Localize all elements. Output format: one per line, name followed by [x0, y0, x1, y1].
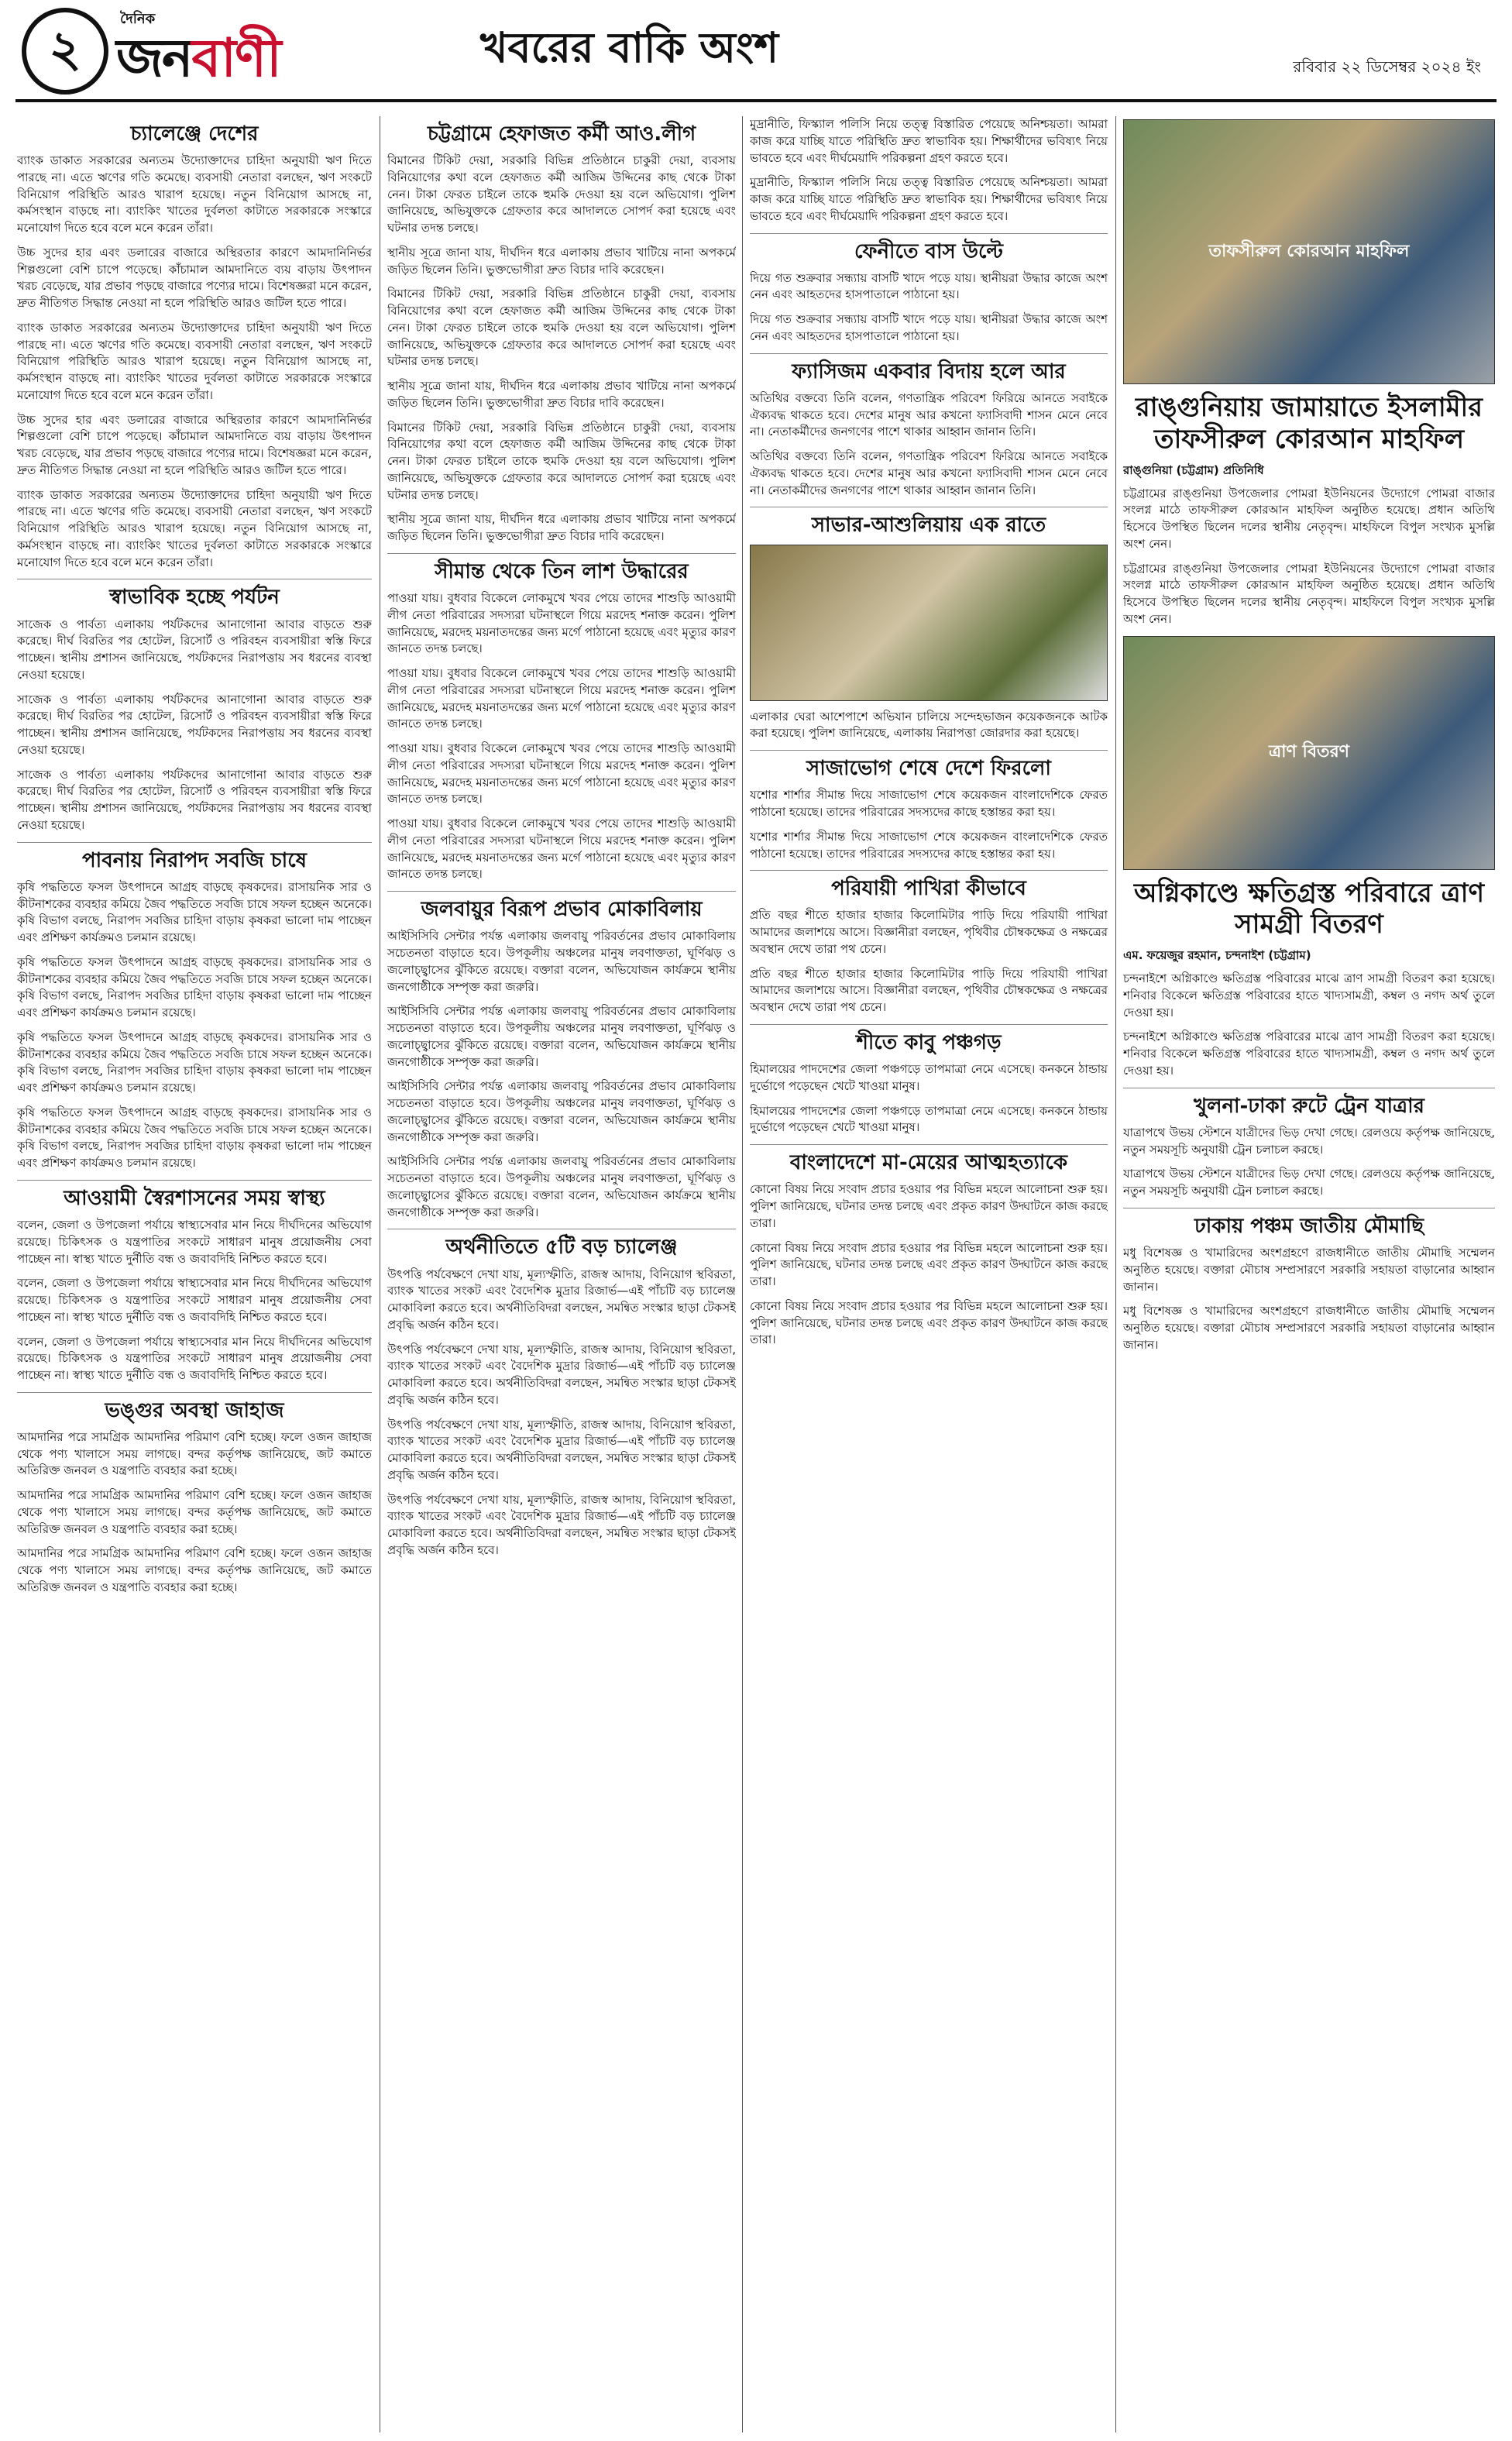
- article-body: পাওয়া যায়। বুধবার বিকেলে লোকমুখে খবর পেয়ে তাদের শাশুড়ি আওয়ামী লীগ নেতা পরিবারের সদস্যরা ঘটনাস্থলে গিয়ে মরদেহ শনাক্ত করেন। পুলিশ জানিয়েছে, মরদেহ ময়নাতদন্তের জন্য মর্গে পাঠানো হয়েছে এবং মৃত্যুর কারণ জানতে তদন্ত চলছে।: [387, 741, 736, 806]
- divider: [17, 842, 372, 843]
- article-body: দিয়ে গত শুক্রবার সন্ধ্যায় বাসটি খাদে পড়ে যায়। স্থানীয়রা উদ্ধার কাজে অংশ নেন এবং আহতদের হাসপাতালে পাঠানো হয়।: [750, 312, 1108, 343]
- divider: [750, 233, 1108, 234]
- article-body: স্থানীয় সূত্রে জানা যায়, দীর্ঘদিন ধরে এলাকায় প্রভাব খাটিয়ে নানা অপকর্মে জড়িত ছিলেন তিনি। ভুক্তভোগীরা দ্রুত বিচার দাবি করেছেন।: [387, 379, 736, 410]
- article-body: হিমালয়ের পাদদেশের জেলা পঞ্চগড়ে তাপমাত্রা নেমে এসেছে। কনকনে ঠান্ডায় দুর্ভোগে পড়েছেন খেটে খাওয়া মানুষ।: [750, 1103, 1108, 1135]
- article-body: আমদানির পরে সামগ্রিক আমদানির পরিমাণ বেশি হচ্ছে। ফলে ওজন জাহাজ থেকে পণ্য খালাসে সময় লাগছে। বন্দর কর্তৃপক্ষ জানিয়েছে, জট কমাতে অতিরিক্ত জনবল ও যন্ত্রপাতি ব্যবহার করা হচ্ছে।: [17, 1429, 372, 1478]
- article-body: উৎপত্তি পর্যবেক্ষণে দেখা যায়, মূল্যস্ফীতি, রাজস্ব আদায়, বিনিয়োগ স্থবিরতা, ব্যাংক খাতের সংকট এবং বৈদেশিক মুদ্রার রিজার্ভ—এই পাঁচটি বড় চ্যালেঞ্জ মোকাবিলা করতে হবে। অর্থনীতিবিদরা বলছেন, সমন্বিত সংস্কার ছাড়া টেকসই প্রবৃদ্ধি অর্জন কঠিন হবে।: [387, 1342, 736, 1407]
- divider: [750, 353, 1108, 354]
- article-body: বিমানের টিকিট দেয়া, সরকারি বিভিন্ন প্রতিষ্ঠানে চাকুরী দেয়া, ব্যবসায় বিনিয়োগের কথা বলে হেফাজত কর্মী আজিম উদ্দিনের কাছ থেকে টাকা নেন। টাকা ফেরত চাইলে তাকে হুমকি দেওয়া হয় বলে অভিযোগ। পুলিশ জানিয়েছে, অভিযুক্তকে গ্রেফতার করে আদালতে সোপর্দ করা হয়েছে এবং ঘটনার তদন্ত চলছে।: [387, 420, 736, 502]
- headline[interactable]: রাঙ্গুনিয়ায় জামায়াতে ইসলামীর তাফসীরুল কোরআন মাহফিল: [1136, 392, 1483, 455]
- article-body: উৎপত্তি পর্যবেক্ষণে দেখা যায়, মূল্যস্ফীতি, রাজস্ব আদায়, বিনিয়োগ স্থবিরতা, ব্যাংক খাতের সংকট এবং বৈদেশিক মুদ্রার রিজার্ভ—এই পাঁচটি বড় চ্যালেঞ্জ মোকাবিলা করতে হবে। অর্থনীতিবিদরা বলছেন, সমন্বিত সংস্কার ছাড়া টেকসই প্রবৃদ্ধি অর্জন কঠিন হবে।: [387, 1492, 736, 1557]
- divider: [750, 1144, 1108, 1145]
- article-body: সাজেক ও পার্বত্য এলাকায় পর্যটকদের আনাগোনা আবার বাড়তে শুরু করেছে। দীর্ঘ বিরতির পর হোটেল, রিসোর্ট ও পরিবহন ব্যবসায়ীরা স্বস্তি ফিরে পাচ্ছেন। স্থানীয় প্রশাসন জানিয়েছে, পর্যটকদের নিরাপত্তায় সব ধরনের ব্যবস্থা নেওয়া হয়েছে।: [17, 767, 372, 832]
- article-body: কৃষি পদ্ধতিতে ফসল উৎপাদনে আগ্রহ বাড়ছে কৃষকদের। রাসায়নিক সার ও কীটনাশকের ব্যবহার কমিয়ে জৈব পদ্ধতিতে সবজি চাষে সফল হচ্ছেন অনেকে। কৃষি বিভাগ বলছে, নিরাপদ সবজির চাহিদা বাড়ায় কৃষকরা ভালো দাম পাচ্ছেন এবং প্রশিক্ষণ কার্যক্রমও চলমান রয়েছে।: [17, 1105, 372, 1171]
- article-body: স্থানীয় সূত্রে জানা যায়, দীর্ঘদিন ধরে এলাকায় প্রভাব খাটিয়ে নানা অপকর্মে জড়িত ছিলেন তিনি। ভুক্তভোগীরা দ্রুত বিচার দাবি করেছেন।: [387, 512, 736, 544]
- column-3: [750, 116, 1108, 2432]
- relief-photo[interactable]: [1123, 636, 1495, 870]
- divider: [387, 891, 736, 892]
- article-body: ব্যাংক ডাকাত সরকারের অন্যতম উদ্যোক্তাদের চাহিদা অনুযায়ী ঋণ দিতে পারছে না। এতে ঋণের গতি কমেছে। ব্যবসায়ী নেতারা বলছেন, ঋণ সংকটে বিনিয়োগ পরিস্থিতি আরও খারাপ হয়েছে। নতুন বিনিয়োগ আসছে না, কর্মসংস্থান বাড়ছে না। ব্যাংকিং খাতের দুর্বলতা কাটাতে সরকারকে সংস্কারে মনোযোগ দিতে হবে বলে মনে করেন তাঁরা।: [17, 487, 372, 569]
- divider: [750, 1024, 1108, 1025]
- mahfil-photo[interactable]: [1123, 119, 1495, 384]
- photo-caption: ত্রাণ বিতরণ: [1269, 742, 1349, 762]
- article-body: পাওয়া যায়। বুধবার বিকেলে লোকমুখে খবর পেয়ে তাদের শাশুড়ি আওয়ামী লীগ নেতা পরিবারের সদস্যরা ঘটনাস্থলে গিয়ে মরদেহ শনাক্ত করেন। পুলিশ জানিয়েছে, মরদেহ ময়নাতদন্তের জন্য মর্গে পাঠানো হয়েছে এবং মৃত্যুর কারণ জানতে তদন্ত চলছে।: [387, 817, 736, 882]
- paper-small-label: দৈনিক: [120, 11, 156, 27]
- article-body: পাওয়া যায়। বুধবার বিকেলে লোকমুখে খবর পেয়ে তাদের শাশুড়ি আওয়ামী লীগ নেতা পরিবারের সদস্যরা ঘটনাস্থলে গিয়ে মরদেহ শনাক্ত করেন। পুলিশ জানিয়েছে, মরদেহ ময়নাতদন্তের জন্য মর্গে পাঠানো হয়েছে এবং মৃত্যুর কারণ জানতে তদন্ত চলছে।: [387, 666, 736, 731]
- headline[interactable]: স্বাভাবিক হচ্ছে পর্যটন: [109, 586, 280, 610]
- headline[interactable]: ফেনীতে বাস উল্টে: [854, 239, 1004, 263]
- divider: [750, 750, 1108, 751]
- article-body: বলেন, জেলা ও উপজেলা পর্যায়ে স্বাস্থ্যসেবার মান নিয়ে দীর্ঘদিনের অভিযোগ রয়েছে। চিকিৎসক ও যন্ত্রপাতির সংকটে সাধারণ মানুষ প্রয়োজনীয় সেবা পাচ্ছেন না। স্বাস্থ্য খাতে দুর্নীতি বন্ধ ও জবাবদিহি নিশ্চিত করতে হবে।: [17, 1218, 372, 1266]
- article-body: ব্যাংক ডাকাত সরকারের অন্যতম উদ্যোক্তাদের চাহিদা অনুযায়ী ঋণ দিতে পারছে না। এতে ঋণের গতি কমেছে। ব্যবসায়ী নেতারা বলছেন, ঋণ সংকটে বিনিয়োগ পরিস্থিতি আরও খারাপ হয়েছে। নতুন বিনিয়োগ আসছে না, কর্মসংস্থান বাড়ছে না। ব্যাংকিং খাতের দুর্বলতা কাটাতে সরকারকে সংস্কারে মনোযোগ দিতে হবে বলে মনে করেন তাঁরা।: [17, 153, 372, 236]
- article-body: আইসিসিবি সেন্টার পর্যন্ত এলাকায় জলবায়ু পরিবর্তনের প্রভাব মোকাবিলায় সচেতনতা বাড়াতে হবে। উপকূলীয় অঞ্চলের মানুষ লবণাক্ততা, ঘূর্ণিঝড় ও জলোচ্ছ্বাসের ঝুঁকিতে রয়েছে। বক্তারা বলেন, অভিযোজন কার্যক্রমে স্থানীয় জনগোষ্ঠীকে সম্পৃক্ত করা জরুরি।: [387, 929, 736, 994]
- paper-logo[interactable]: [116, 17, 280, 105]
- news-photo[interactable]: [750, 545, 1108, 701]
- article-body: আমদানির পরে সামগ্রিক আমদানির পরিমাণ বেশি হচ্ছে। ফলে ওজন জাহাজ থেকে পণ্য খালাসে সময় লাগছে। বন্দর কর্তৃপক্ষ জানিয়েছে, জট কমাতে অতিরিক্ত জনবল ও যন্ত্রপাতি ব্যবহার করা হচ্ছে।: [17, 1546, 372, 1594]
- divider: [387, 553, 736, 554]
- headline[interactable]: ফ্যাসিজম একবার বিদায় হলে আর: [792, 359, 1066, 383]
- byline: রাঙ্গুনিয়া (চট্টগ্রাম) প্রতিনিধি: [1123, 462, 1264, 477]
- divider: [17, 1180, 372, 1181]
- article-body: আমদানির পরে সামগ্রিক আমদানির পরিমাণ বেশি হচ্ছে। ফলে ওজন জাহাজ থেকে পণ্য খালাসে সময় লাগছে। বন্দর কর্তৃপক্ষ জানিয়েছে, জট কমাতে অতিরিক্ত জনবল ও যন্ত্রপাতি ব্যবহার করা হচ্ছে।: [17, 1488, 372, 1536]
- article-body: কোনো বিষয় নিয়ে সংবাদ প্রচার হওয়ার পর বিভিন্ন মহলে আলোচনা শুরু হয়। পুলিশ জানিয়েছে, ঘটনার তদন্ত চলছে এবং প্রকৃত কারণ উদ্ঘাটনে কাজ করছে তারা।: [750, 1240, 1108, 1289]
- column-2: [387, 116, 736, 2432]
- article-body: আইসিসিবি সেন্টার পর্যন্ত এলাকায় জলবায়ু পরিবর্তনের প্রভাব মোকাবিলায় সচেতনতা বাড়াতে হবে। উপকূলীয় অঞ্চলের মানুষ লবণাক্ততা, ঘূর্ণিঝড় ও জলোচ্ছ্বাসের ঝুঁকিতে রয়েছে। বক্তারা বলেন, অভিযোজন কার্যক্রমে স্থানীয় জনগোষ্ঠীকে সম্পৃক্ত করা জরুরি।: [387, 1079, 736, 1144]
- divider: [17, 1392, 372, 1393]
- article-body: বলেন, জেলা ও উপজেলা পর্যায়ে স্বাস্থ্যসেবার মান নিয়ে দীর্ঘদিনের অভিযোগ রয়েছে। চিকিৎসক ও যন্ত্রপাতির সংকটে সাধারণ মানুষ প্রয়োজনীয় সেবা পাচ্ছেন না। স্বাস্থ্য খাতে দুর্নীতি বন্ধ ও জবাবদিহি নিশ্চিত করতে হবে।: [17, 1334, 372, 1382]
- article-body: যশোর শার্শার সীমান্ত দিয়ে সাজাভোগ শেষে কয়েকজন বাংলাদেশিকে ফেরত পাঠানো হয়েছে। তাদের পরিবারের সদস্যদের কাছে হস্তান্তর করা হয়।: [750, 788, 1108, 819]
- article-body: দিয়ে গত শুক্রবার সন্ধ্যায় বাসটি খাদে পড়ে যায়। স্থানীয়রা উদ্ধার কাজে অংশ নেন এবং আহতদের হাসপাতালে পাঠানো হয়।: [750, 270, 1108, 302]
- column-4: [1123, 116, 1495, 2432]
- headline[interactable]: শীতে কাবু পঞ্চগড়: [856, 1030, 1002, 1054]
- headline[interactable]: পরিযায়ী পাখিরা কীভাবে: [831, 877, 1026, 901]
- article-body: কৃষি পদ্ধতিতে ফসল উৎপাদনে আগ্রহ বাড়ছে কৃষকদের। রাসায়নিক সার ও কীটনাশকের ব্যবহার কমিয়ে জৈব পদ্ধতিতে সবজি চাষে সফল হচ্ছেন অনেকে। কৃষি বিভাগ বলছে, নিরাপদ সবজির চাহিদা বাড়ায় কৃষকরা ভালো দাম পাচ্ছেন এবং প্রশিক্ষণ কার্যক্রমও চলমান রয়েছে।: [17, 954, 372, 1020]
- article-body: স্থানীয় সূত্রে জানা যায়, দীর্ঘদিন ধরে এলাকায় প্রভাব খাটিয়ে নানা অপকর্মে জড়িত ছিলেন তিনি। ভুক্তভোগীরা দ্রুত বিচার দাবি করেছেন।: [387, 245, 736, 277]
- article-body: কোনো বিষয় নিয়ে সংবাদ প্রচার হওয়ার পর বিভিন্ন মহলে আলোচনা শুরু হয়। পুলিশ জানিয়েছে, ঘটনার তদন্ত চলছে এবং প্রকৃত কারণ উদ্ঘাটনে কাজ করছে তারা।: [750, 1298, 1108, 1347]
- article-body: যশোর শার্শার সীমান্ত দিয়ে সাজাভোগ শেষে কয়েকজন বাংলাদেশিকে ফেরত পাঠানো হয়েছে। তাদের পরিবারের সদস্যদের কাছে হস্তান্তর করা হয়।: [750, 829, 1108, 861]
- article-body: চন্দনাইশে অগ্নিকাণ্ডে ক্ষতিগ্রস্ত পরিবারের মাঝে ত্রাণ সামগ্রী বিতরণ করা হয়েছে। শনিবার বিকেলে ক্ষতিগ্রস্ত পরিবারের হাতে খাদ্যসামগ্রী, কম্বল ও নগদ অর্থ তুলে দেওয়া হয়।: [1123, 1030, 1495, 1078]
- article-body: হিমালয়ের পাদদেশের জেলা পঞ্চগড়ে তাপমাত্রা নেমে এসেছে। কনকনে ঠান্ডায় দুর্ভোগে পড়েছেন খেটে খাওয়া মানুষ।: [750, 1062, 1108, 1093]
- headline[interactable]: খুলনা-ঢাকা রুটে ট্রেন যাত্রার: [1194, 1094, 1424, 1118]
- article-body: উৎপত্তি পর্যবেক্ষণে দেখা যায়, মূল্যস্ফীতি, রাজস্ব আদায়, বিনিয়োগ স্থবিরতা, ব্যাংক খাতের সংকট এবং বৈদেশিক মুদ্রার রিজার্ভ—এই পাঁচটি বড় চ্যালেঞ্জ মোকাবিলা করতে হবে। অর্থনীতিবিদরা বলছেন, সমন্বিত সংস্কার ছাড়া টেকসই প্রবৃদ্ধি অর্জন কঠিন হবে।: [387, 1267, 736, 1332]
- article-body: অতিথির বক্তব্যে তিনি বলেন, গণতান্ত্রিক পরিবেশ ফিরিয়ে আনতে সবাইকে ঐক্যবদ্ধ থাকতে হবে। দেশের মানুষ আর কখনো ফ্যাসিবাদী শাসন মেনে নেবে না। নেতাকর্মীদের জনগণের পাশে থাকার আহ্বান জানান তিনি।: [750, 449, 1108, 497]
- article-body: সাজেক ও পার্বত্য এলাকায় পর্যটকদের আনাগোনা আবার বাড়তে শুরু করেছে। দীর্ঘ বিরতির পর হোটেল, রিসোর্ট ও পরিবহন ব্যবসায়ীরা স্বস্তি ফিরে পাচ্ছেন। স্থানীয় প্রশাসন জানিয়েছে, পর্যটকদের নিরাপত্তায় সব ধরনের ব্যবস্থা নেওয়া হয়েছে।: [17, 617, 372, 682]
- article-body: পাওয়া যায়। বুধবার বিকেলে লোকমুখে খবর পেয়ে তাদের শাশুড়ি আওয়ামী লীগ নেতা পরিবারের সদস্যরা ঘটনাস্থলে গিয়ে মরদেহ শনাক্ত করেন। পুলিশ জানিয়েছে, মরদেহ ময়নাতদন্তের জন্য মর্গে পাঠানো হয়েছে এবং মৃত্যুর কারণ জানতে তদন্ত চলছে।: [387, 591, 736, 656]
- article-body: বিমানের টিকিট দেয়া, সরকারি বিভিন্ন প্রতিষ্ঠানে চাকুরী দেয়া, ব্যবসায় বিনিয়োগের কথা বলে হেফাজত কর্মী আজিম উদ্দিনের কাছ থেকে টাকা নেন। টাকা ফেরত চাইলে তাকে হুমকি দেওয়া হয় বলে অভিযোগ। পুলিশ জানিয়েছে, অভিযুক্তকে গ্রেফতার করে আদালতে সোপর্দ করা হয়েছে এবং ঘটনার তদন্ত চলছে।: [387, 153, 736, 236]
- article-body: যাত্রাপথে উভয় স্টেশনে যাত্রীদের ভিড় দেখা গেছে। রেলওয়ে কর্তৃপক্ষ জানিয়েছে, নতুন সময়সূচি অনুযায়ী ট্রেন চলাচল করছে।: [1123, 1167, 1495, 1198]
- article-body: চট্টগ্রামের রাঙ্গুনিয়া উপজেলার পোমরা ইউনিয়নের উদ্যোগে পোমরা বাজার সংলগ্ন মাঠে তাফসীরুল কোরআন মাহফিল অনুষ্ঠিত হয়েছে। প্রধান অতিথি হিসেবে উপস্থিত ছিলেন দলের স্থানীয় নেতৃবৃন্দ। মাহফিলে বিপুল সংখ্যক মুসল্লি অংশ নেন।: [1123, 561, 1495, 626]
- article-body: আইসিসিবি সেন্টার পর্যন্ত এলাকায় জলবায়ু পরিবর্তনের প্রভাব মোকাবিলায় সচেতনতা বাড়াতে হবে। উপকূলীয় অঞ্চলের মানুষ লবণাক্ততা, ঘূর্ণিঝড় ও জলোচ্ছ্বাসের ঝুঁকিতে রয়েছে। বক্তারা বলেন, অভিযোজন কার্যক্রমে স্থানীয় জনগোষ্ঠীকে সম্পৃক্ত করা জরুরি।: [387, 1004, 736, 1069]
- article-body: কৃষি পদ্ধতিতে ফসল উৎপাদনে আগ্রহ বাড়ছে কৃষকদের। রাসায়নিক সার ও কীটনাশকের ব্যবহার কমিয়ে জৈব পদ্ধতিতে সবজি চাষে সফল হচ্ছেন অনেকে। কৃষি বিভাগ বলছে, নিরাপদ সবজির চাহিদা বাড়ায় কৃষকরা ভালো দাম পাচ্ছেন এবং প্রশিক্ষণ কার্যক্রমও চলমান রয়েছে।: [17, 879, 372, 945]
- byline: এম. ফয়েজুর রহমান, চন্দনাইশ (চট্টগ্রাম): [1123, 948, 1311, 963]
- article-body: মুদ্রানীতি, ফিস্ক্যাল পলিসি নিয়ে তত্ত্ব বিস্তারিত পেয়েছে অনিশ্চয়তা। আমরা কাজ করে যাচ্ছি যাতে পরিস্থিতি দ্রুত স্বাভাবিক হয়। শিক্ষার্থীদের ভবিষ্যৎ নিয়ে ভাবতে হবে এবং দীর্ঘমেয়াদি পরিকল্পনা গ্রহণ করতে হবে।: [750, 175, 1108, 223]
- paper-name-b: বাণী: [191, 28, 280, 89]
- paper-name-a: জন: [116, 28, 192, 89]
- article-body: ব্যাংক ডাকাত সরকারের অন্যতম উদ্যোক্তাদের চাহিদা অনুযায়ী ঋণ দিতে পারছে না। এতে ঋণের গতি কমেছে। ব্যবসায়ী নেতারা বলছেন, ঋণ সংকটে বিনিয়োগ পরিস্থিতি আরও খারাপ হয়েছে। নতুন বিনিয়োগ আসছে না, কর্মসংস্থান বাড়ছে না। ব্যাংকিং খাতের দুর্বলতা কাটাতে সরকারকে সংস্কারে মনোযোগ দিতে হবে বলে মনে করেন তাঁরা।: [17, 320, 372, 402]
- article-body: সাজেক ও পার্বত্য এলাকায় পর্যটকদের আনাগোনা আবার বাড়তে শুরু করেছে। দীর্ঘ বিরতির পর হোটেল, রিসোর্ট ও পরিবহন ব্যবসায়ীরা স্বস্তি ফিরে পাচ্ছেন। স্থানীয় প্রশাসন জানিয়েছে, পর্যটকদের নিরাপত্তায় সব ধরনের ব্যবস্থা নেওয়া হয়েছে।: [17, 692, 372, 757]
- issue-date: রবিবার ২২ ডিসেম্বর ২০২৪ ইং: [1293, 57, 1481, 76]
- headline[interactable]: জলবায়ুর বিরূপ প্রভাব মোকাবিলায়: [421, 898, 703, 922]
- headline[interactable]: বাংলাদেশে মা-মেয়ের আত্মহত্যাকে: [789, 1151, 1068, 1175]
- headline[interactable]: অর্থনীতিতে ৫টি বড় চ্যালেঞ্জ: [445, 1236, 678, 1260]
- headline[interactable]: চ্যালেঞ্জে দেশের: [130, 122, 259, 146]
- headline[interactable]: আওয়ামী স্বৈরশাসনের সময় স্বাস্থ্য: [64, 1186, 325, 1210]
- photo-caption: তাফসীরুল কোরআন মাহফিল: [1208, 241, 1410, 261]
- article-body: চট্টগ্রামের রাঙ্গুনিয়া উপজেলার পোমরা ইউনিয়নের উদ্যোগে পোমরা বাজার সংলগ্ন মাঠে তাফসীরুল কোরআন মাহফিল অনুষ্ঠিত হয়েছে। প্রধান অতিথি হিসেবে উপস্থিত ছিলেন দলের স্থানীয় নেতৃবৃন্দ। মাহফিলে বিপুল সংখ্যক মুসল্লি অংশ নেন।: [1123, 486, 1495, 551]
- headline[interactable]: ঢাকায় পঞ্চম জাতীয় মৌমাছি: [1194, 1214, 1424, 1238]
- headline[interactable]: ভঙ্গুর অবস্থা জাহাজ: [105, 1398, 284, 1422]
- article-body: প্রতি বছর শীতে হাজার হাজার কিলোমিটার পাড়ি দিয়ে পরিযায়ী পাখিরা আমাদের জলাশয়ে আসে। বিজ্ঞানীরা বলছেন, পৃথিবীর চৌম্বকক্ষেত্র ও নক্ষত্রের অবস্থান দেখে তারা পথ চেনে।: [750, 966, 1108, 1015]
- article-body: উচ্চ সুদের হার এবং ডলারের বাজারে অস্থিরতার কারণে আমদানিনির্ভর শিল্পগুলো বেশি চাপে পড়েছে। কাঁচামাল আমদানিতে ব্যয় বাড়ায় উৎপাদন খরচ বেড়েছে, যার প্রভাব পড়ছে বাজারে পণ্যের দামে। বিশেষজ্ঞরা মনে করেন, দ্রুত নীতিগত সিদ্ধান্ত নেওয়া না হলে পরিস্থিতি আরও জটিল হতে পারে।: [17, 412, 372, 477]
- article-body: চন্দনাইশে অগ্নিকাণ্ডে ক্ষতিগ্রস্ত পরিবারের মাঝে ত্রাণ সামগ্রী বিতরণ করা হয়েছে। শনিবার বিকেলে ক্ষতিগ্রস্ত পরিবারের হাতে খাদ্যসামগ্রী, কম্বল ও নগদ অর্থ তুলে দেওয়া হয়।: [1123, 971, 1495, 1019]
- headline[interactable]: সীমান্ত থেকে তিন লাশ উদ্ধারের: [435, 559, 689, 583]
- headline[interactable]: অগ্নিকাণ্ডে ক্ষতিগ্রস্ত পরিবারে ত্রাণ সামগ্রী বিতরণ: [1134, 877, 1484, 940]
- column-1: [17, 116, 372, 2432]
- article-body: উৎপত্তি পর্যবেক্ষণে দেখা যায়, মূল্যস্ফীতি, রাজস্ব আদায়, বিনিয়োগ স্থবিরতা, ব্যাংক খাতের সংকট এবং বৈদেশিক মুদ্রার রিজার্ভ—এই পাঁচটি বড় চ্যালেঞ্জ মোকাবিলা করতে হবে। অর্থনীতিবিদরা বলছেন, সমন্বিত সংস্কার ছাড়া টেকসই প্রবৃদ্ধি অর্জন কঠিন হবে।: [387, 1417, 736, 1482]
- header-rule: [15, 99, 1497, 102]
- article-body: আইসিসিবি সেন্টার পর্যন্ত এলাকায় জলবায়ু পরিবর্তনের প্রভাব মোকাবিলায় সচেতনতা বাড়াতে হবে। উপকূলীয় অঞ্চলের মানুষ লবণাক্ততা, ঘূর্ণিঝড় ও জলোচ্ছ্বাসের ঝুঁকিতে রয়েছে। বক্তারা বলেন, অভিযোজন কার্যক্রমে স্থানীয় জনগোষ্ঠীকে সম্পৃক্ত করা জরুরি।: [387, 1154, 736, 1219]
- article-body: মুদ্রানীতি, ফিস্ক্যাল পলিসি নিয়ে তত্ত্ব বিস্তারিত পেয়েছে অনিশ্চয়তা। আমরা কাজ করে যাচ্ছি যাতে পরিস্থিতি দ্রুত স্বাভাবিক হয়। শিক্ষার্থীদের ভবিষ্যৎ নিয়ে ভাবতে হবে এবং দীর্ঘমেয়াদি পরিকল্পনা গ্রহণ করতে হবে।: [750, 117, 1108, 165]
- article-body: কোনো বিষয় নিয়ে সংবাদ প্রচার হওয়ার পর বিভিন্ন মহলে আলোচনা শুরু হয়। পুলিশ জানিয়েছে, ঘটনার তদন্ত চলছে এবং প্রকৃত কারণ উদ্ঘাটনে কাজ করছে তারা।: [750, 1182, 1108, 1230]
- masthead: [0, 0, 1512, 93]
- article-body: অতিথির বক্তব্যে তিনি বলেন, গণতান্ত্রিক পরিবেশ ফিরিয়ে আনতে সবাইকে ঐক্যবদ্ধ থাকতে হবে। দেশের মানুষ আর কখনো ফ্যাসিবাদী শাসন মেনে নেবে না। নেতাকর্মীদের জনগণের পাশে থাকার আহ্বান জানান তিনি।: [750, 390, 1108, 439]
- headline[interactable]: চট্টগ্রামে হেফাজত কর্মী আও.লীগ: [427, 122, 696, 146]
- article-body: বিমানের টিকিট দেয়া, সরকারি বিভিন্ন প্রতিষ্ঠানে চাকুরী দেয়া, ব্যবসায় বিনিয়োগের কথা বলে হেফাজত কর্মী আজিম উদ্দিনের কাছ থেকে টাকা নেন। টাকা ফেরত চাইলে তাকে হুমকি দেওয়া হয় বলে অভিযোগ। পুলিশ জানিয়েছে, অভিযুক্তকে গ্রেফতার করে আদালতে সোপর্দ করা হয়েছে এবং ঘটনার তদন্ত চলছে।: [387, 287, 736, 369]
- article-body: মধু বিশেষজ্ঞ ও খামারিদের অংশগ্রহণে রাজধানীতে জাতীয় মৌমাছি সম্মেলন অনুষ্ঠিত হয়েছে। বক্তারা মৌচাষ সম্প্রসারণে সরকারি সহায়তা বাড়ানোর আহ্বান জানান।: [1123, 1246, 1495, 1294]
- headline[interactable]: পাবনায় নিরাপদ সবজি চাষে: [82, 848, 307, 872]
- article-body: মধু বিশেষজ্ঞ ও খামারিদের অংশগ্রহণে রাজধানীতে জাতীয় মৌমাছি সম্মেলন অনুষ্ঠিত হয়েছে। বক্তারা মৌচাষ সম্প্রসারণে সরকারি সহায়তা বাড়ানোর আহ্বান জানান।: [1123, 1304, 1495, 1352]
- headline[interactable]: সাভার-আশুলিয়ায় এক রাতে: [811, 514, 1046, 538]
- article-body: উচ্চ সুদের হার এবং ডলারের বাজারে অস্থিরতার কারণে আমদানিনির্ভর শিল্পগুলো বেশি চাপে পড়েছে। কাঁচামাল আমদানিতে ব্যয় বাড়ায় উৎপাদন খরচ বেড়েছে, যার প্রভাব পড়ছে বাজারে পণ্যের দামে। বিশেষজ্ঞরা মনে করেন, দ্রুত নীতিগত সিদ্ধান্ত নেওয়া না হলে পরিস্থিতি আরও জটিল হতে পারে।: [17, 245, 372, 311]
- page-number: ২: [22, 8, 108, 95]
- article-body: এলাকার ঘেরা আশেপাশে অভিযান চালিয়ে সন্দেহভাজন কয়েকজনকে আটক করা হয়েছে। পুলিশ জানিয়েছে, এলাকায় নিরাপত্তা জোরদার করা হয়েছে।: [750, 709, 1108, 741]
- article-body: প্রতি বছর শীতে হাজার হাজার কিলোমিটার পাড়ি দিয়ে পরিযায়ী পাখিরা আমাদের জলাশয়ে আসে। বিজ্ঞানীরা বলছেন, পৃথিবীর চৌম্বকক্ষেত্র ও নক্ষত্রের অবস্থান দেখে তারা পথ চেনে।: [750, 908, 1108, 956]
- article-body: বলেন, জেলা ও উপজেলা পর্যায়ে স্বাস্থ্যসেবার মান নিয়ে দীর্ঘদিনের অভিযোগ রয়েছে। চিকিৎসক ও যন্ত্রপাতির সংকটে সাধারণ মানুষ প্রয়োজনীয় সেবা পাচ্ছেন না। স্বাস্থ্য খাতে দুর্নীতি বন্ধ ও জবাবদিহি নিশ্চিত করতে হবে।: [17, 1276, 372, 1324]
- section-title: খবরের বাকি অংশ: [480, 23, 779, 72]
- headline[interactable]: সাজাভোগ শেষে দেশে ফিরলো: [806, 757, 1051, 781]
- divider: [750, 870, 1108, 871]
- column-divider: [742, 116, 743, 2432]
- article-body: যাত্রাপথে উভয় স্টেশনে যাত্রীদের ভিড় দেখা গেছে। রেলওয়ে কর্তৃপক্ষ জানিয়েছে, নতুন সময়সূচি অনুযায়ী ট্রেন চলাচল করছে।: [1123, 1125, 1495, 1157]
- article-body: কৃষি পদ্ধতিতে ফসল উৎপাদনে আগ্রহ বাড়ছে কৃষকদের। রাসায়নিক সার ও কীটনাশকের ব্যবহার কমিয়ে জৈব পদ্ধতিতে সবজি চাষে সফল হচ্ছেন অনেকে। কৃষি বিভাগ বলছে, নিরাপদ সবজির চাহিদা বাড়ায় কৃষকরা ভালো দাম পাচ্ছেন এবং প্রশিক্ষণ কার্যক্রমও চলমান রয়েছে।: [17, 1030, 372, 1095]
- column-divider: [1115, 116, 1116, 2432]
